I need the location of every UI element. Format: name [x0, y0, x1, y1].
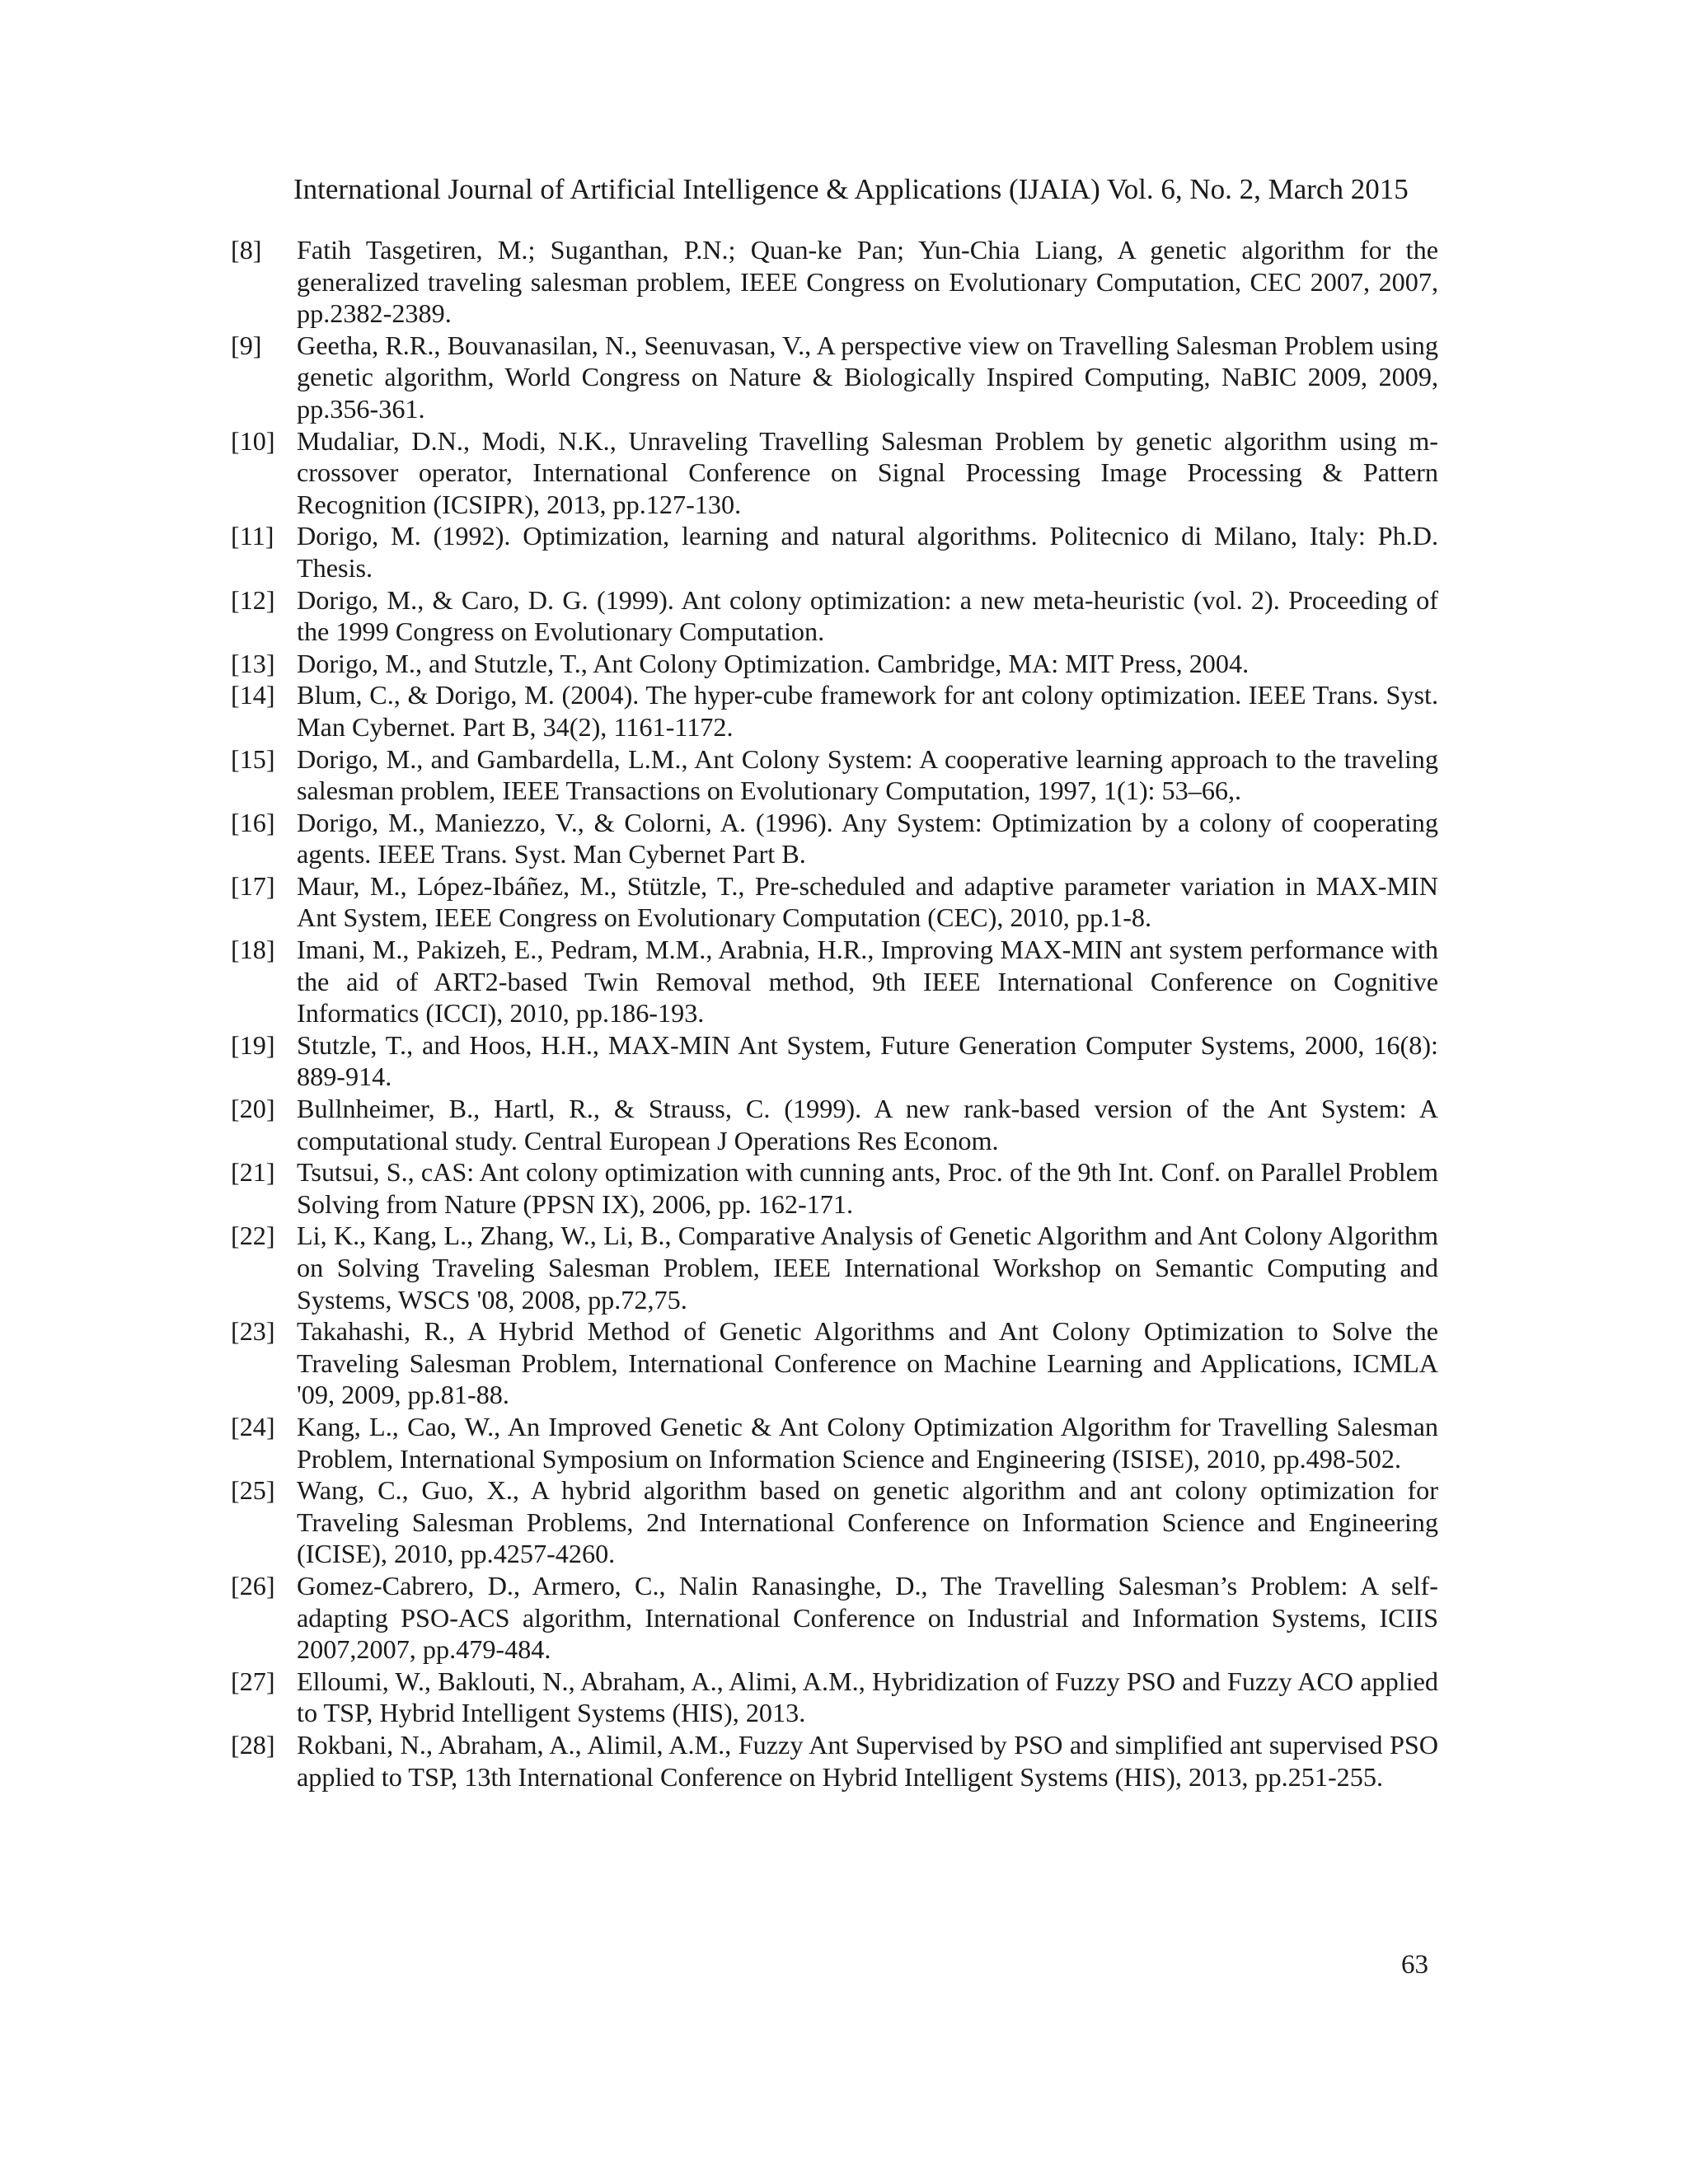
reference-number: [22] — [231, 1221, 275, 1251]
reference-item — [231, 934, 1438, 1029]
running-header: International Journal of Artificial Intelligence & Applications (IJAIA) Vol. 6, No. 2, March 2015 — [293, 173, 1409, 205]
reference-number: [28] — [231, 1729, 275, 1760]
reference-number: [26] — [231, 1570, 275, 1601]
reference-number: [10] — [231, 425, 275, 456]
reference-item — [231, 425, 1438, 521]
reference-number: [14] — [231, 680, 275, 710]
reference-number: [11] — [231, 521, 274, 551]
reference-text: Stutzle, T., and Hoos, H.H., MAX-MIN Ant System, Future Generation Computer Systems, 2000, 16(8): 889-914. — [297, 1029, 1438, 1092]
reference-text: Elloumi, W., Baklouti, N., Abraham, A., Alimi, A.M., Hybridization of Fuzzy PSO and Fuzzy ACO applied to TSP, Hybrid Intelligent Systems (HIS), 2013. — [297, 1666, 1438, 1728]
reference-item — [231, 234, 1438, 330]
reference-item — [231, 1093, 1438, 1156]
reference-text: Mudaliar, D.N., Modi, N.K., Unraveling Travelling Salesman Problem by genetic algorithm using m-crossover operator, International Conference on Signal Processing Image Processing & Pattern Recognition (ICSIPR), 2013, pp.127-130. — [297, 425, 1438, 519]
reference-item — [231, 679, 1438, 743]
reference-number: [27] — [231, 1666, 275, 1696]
reference-number: [25] — [231, 1475, 275, 1506]
reference-text: Dorigo, M., & Caro, D. G. (1999). Ant colony optimization: a new meta-heuristic (vol. 2). Proceeding of the 1999 Congress on Evolutionary Computation. — [297, 584, 1438, 647]
reference-number: [20] — [231, 1094, 275, 1124]
reference-item — [231, 330, 1438, 425]
reference-number: [16] — [231, 807, 275, 837]
reference-text: Takahashi, R., A Hybrid Method of Genetic Algorithms and Ant Colony Optimization to Solve the Traveling Salesman Problem, International Conference on Machine Learning and Applications, ICMLA '09, 2009, pp.81-88. — [297, 1316, 1438, 1410]
reference-text: Tsutsui, S., cAS: Ant colony optimization with cunning ants, Proc. of the 9th Int. Conf. on Parallel Problem Solving from Nature (PPSN IX), 2006, pp. 162-171. — [297, 1157, 1438, 1219]
reference-item — [231, 648, 1438, 680]
reference-number: [13] — [231, 648, 275, 678]
reference-text: Gomez-Cabrero, D., Armero, C., Nalin Ranasinghe, D., The Travelling Salesman’s Problem: A self-adapting PSO-ACS algorithm, International Conference on Industrial and Information Systems, ICIIS 2007,2007, pp.479-484. — [297, 1570, 1438, 1665]
reference-item — [231, 743, 1438, 807]
page-number: 63 — [1401, 1950, 1428, 1980]
reference-text: Imani, M., Pakizeh, E., Pedram, M.M., Arabnia, H.R., Improving MAX-MIN ant system performance with the aid of ART2-based Twin Removal method, 9th IEEE International Conference on Cognitive Informatics (ICCI), 2010, pp.186-193. — [297, 935, 1438, 1029]
reference-text: Fatih Tasgetiren, M.; Suganthan, P.N.; Quan-ke Pan; Yun-Chia Liang, A genetic algorithm for the generalized traveling salesman problem, IEEE Congress on Evolutionary Computation, CEC 2007, 2007, pp.2382-2389. — [297, 235, 1438, 329]
reference-item — [231, 1570, 1438, 1666]
reference-text: Maur, M., López-Ibáñez, M., Stützle, T., Pre-scheduled and adaptive parameter variation in MAX-MIN Ant System, IEEE Congress on Evolutionary Computation (CEC), 2010, pp.1-8. — [297, 870, 1438, 933]
reference-number: [17] — [231, 870, 275, 901]
reference-number: [8] — [231, 235, 262, 265]
reference-number: [9] — [231, 330, 262, 360]
reference-text: Geetha, R.R., Bouvanasilan, N., Seenuvasan, V., A perspective view on Travelling Salesman Problem using genetic algorithm, World Congress on Nature & Biologically Inspired Computing, NaBIC 2009, 2009, pp.356-361. — [297, 330, 1438, 424]
reference-number: [19] — [231, 1029, 275, 1060]
reference-item — [231, 1220, 1438, 1315]
reference-item — [231, 1474, 1438, 1570]
reference-item — [231, 1411, 1438, 1474]
reference-number: [12] — [231, 584, 275, 615]
reference-number: [23] — [231, 1316, 275, 1347]
reference-item — [231, 1666, 1438, 1729]
reference-text: Dorigo, M., and Stutzle, T., Ant Colony Optimization. Cambridge, MA: MIT Press, 2004. — [297, 648, 1250, 678]
reference-item — [231, 1729, 1438, 1793]
reference-item — [231, 1029, 1438, 1093]
reference-item — [231, 584, 1438, 648]
reference-list — [231, 234, 1438, 1793]
reference-item — [231, 520, 1438, 583]
reference-text: Rokbani, N., Abraham, A., Alimil, A.M., Fuzzy Ant Supervised by PSO and simplified ant supervised PSO applied to TSP, 13th International Conference on Hybrid Intelligent Systems (HIS), 2013, pp.251-255. — [297, 1729, 1438, 1792]
reference-text: Dorigo, M., and Gambardella, L.M., Ant Colony System: A cooperative learning approach to the traveling salesman problem, IEEE Transactions on Evolutionary Computation, 1997, 1(1): 53–66,. — [297, 743, 1438, 806]
reference-text: Dorigo, M. (1992). Optimization, learning and natural algorithms. Politecnico di Milano, Italy: Ph.D. Thesis. — [297, 521, 1438, 583]
reference-text: Wang, C., Guo, X., A hybrid algorithm based on genetic algorithm and ant colony optimization for Traveling Salesman Problems, 2nd International Conference on Information Science and Engineering (ICISE), 2010, pp.4257-4260. — [297, 1475, 1438, 1569]
reference-item — [231, 1315, 1438, 1411]
reference-item — [231, 870, 1438, 934]
reference-text: Dorigo, M., Maniezzo, V., & Colorni, A. (1996). Any System: Optimization by a colony of cooperating agents. IEEE Trans. Syst. Man Cybernet Part B. — [297, 807, 1438, 869]
reference-item — [231, 1156, 1438, 1220]
reference-number: [18] — [231, 935, 275, 965]
reference-number: [15] — [231, 743, 275, 774]
reference-number: [24] — [231, 1411, 275, 1441]
reference-text: Kang, L., Cao, W., An Improved Genetic & Ant Colony Optimization Algorithm for Travelling Salesman Problem, International Symposium on Information Science and Engineering (ISISE), 2010, pp.498-502. — [297, 1411, 1438, 1474]
reference-number: [21] — [231, 1157, 275, 1188]
reference-item — [231, 807, 1438, 870]
reference-text: Blum, C., & Dorigo, M. (2004). The hyper-cube framework for ant colony optimization. IEEE Trans. Syst. Man Cybernet. Part B, 34(2), 1161-1172. — [297, 680, 1438, 742]
reference-text: Bullnheimer, B., Hartl, R., & Strauss, C. (1999). A new rank-based version of the Ant System: A computational study. Central European J Operations Res Econom. — [297, 1094, 1438, 1155]
reference-text: Li, K., Kang, L., Zhang, W., Li, B., Comparative Analysis of Genetic Algorithm and Ant Colony Algorithm on Solving Traveling Salesman Problem, IEEE International Workshop on Semantic Computing and Systems, WSCS '08, 2008, pp.72,75. — [297, 1221, 1438, 1315]
